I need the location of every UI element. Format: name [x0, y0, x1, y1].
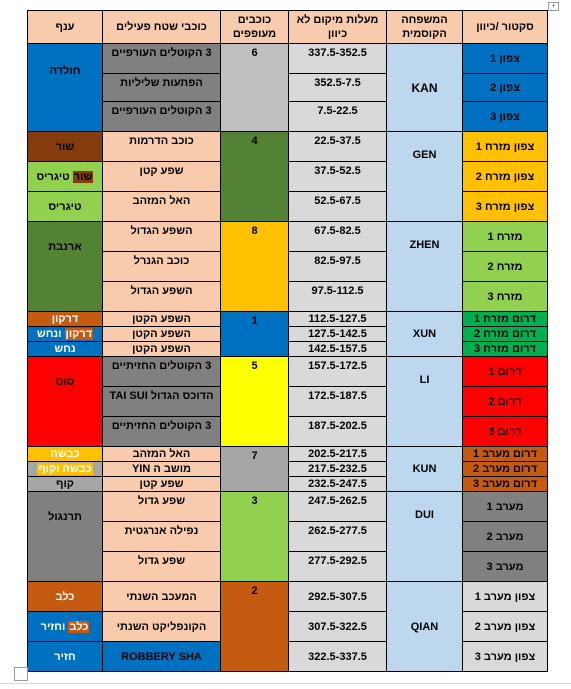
table-row: [28, 492, 548, 522]
branch-label-snake: ונחש: [36, 328, 62, 340]
degrees-cell: 337.5-352.5: [289, 44, 387, 74]
active-star-cell: שפע קטן: [103, 477, 221, 492]
sector-cell: דרום מערב 3: [463, 477, 548, 492]
branch-label: חולדה: [49, 65, 81, 77]
active-star-cell: השפע הקטן: [103, 327, 221, 342]
table-row: [28, 312, 548, 327]
active-star-cell: 3 הקוטלים העורפיים: [103, 102, 221, 132]
sector-cell: מערב 3: [463, 552, 548, 582]
degrees-cell: 52.5-67.5: [289, 192, 387, 222]
active-star-cell: כוכב הגנרל: [103, 252, 221, 282]
header-active-stars: כוכבי שטח פעילים: [103, 11, 221, 44]
header-branch: ענף: [28, 11, 103, 44]
active-star-cell: 3 הקוטלים החזיתיים: [103, 357, 221, 387]
family-cell: [387, 222, 463, 312]
sector-cell: צפון 2: [463, 74, 548, 102]
degrees-cell: 37.5-52.5: [289, 162, 387, 192]
header-degrees: מעלות מיקום לא כיוון: [289, 11, 387, 44]
active-star-cell: השפע הקטן: [103, 312, 221, 327]
flying-star-cell: 3: [221, 492, 289, 582]
branch-label-tiger: טיגריס: [36, 170, 70, 183]
branch-label: תרנגול: [48, 511, 82, 523]
branch-cell: כלב: [28, 582, 103, 612]
active-star-cell: 3 הקוטלים החזיתיים: [103, 417, 221, 447]
degrees-cell: 232.5-247.5: [289, 477, 387, 492]
sector-cell: דרום 1: [463, 357, 548, 387]
active-star-cell: שפע גדול: [103, 552, 221, 582]
table-row: [28, 357, 548, 387]
branch-cell: [28, 492, 103, 582]
table-resize-handle-icon[interactable]: [14, 667, 28, 681]
branch-cell: נחש: [28, 342, 103, 357]
degrees-cell: 97.5-112.5: [289, 282, 387, 312]
sector-cell: צפון מזרח 2: [463, 162, 548, 192]
active-star-cell: השפע הגדול: [103, 222, 221, 252]
degrees-cell: 112.5-127.5: [289, 312, 387, 327]
branch-cell: כבשה: [28, 447, 103, 462]
sector-cell: מזרח 2: [463, 252, 548, 282]
branch-label-dog: כלב: [69, 620, 89, 633]
sector-cell: דרום 2: [463, 387, 548, 417]
degrees-cell: 322.5-337.5: [289, 642, 387, 672]
degrees-cell: 22.5-37.5: [289, 132, 387, 162]
degrees-cell: 187.5-202.5: [289, 417, 387, 447]
sector-cell: דרום מזרח 2: [463, 327, 548, 342]
degrees-cell: 127.5-142.5: [289, 327, 387, 342]
degrees-cell: 67.5-82.5: [289, 222, 387, 252]
flying-star-cell: 1: [221, 312, 289, 357]
family-cell: [387, 357, 463, 447]
branch-label: ארנבת: [48, 241, 82, 253]
active-star-cell: נפילה אנרגטית: [103, 522, 221, 552]
active-star-cell: מושב ה YIN: [103, 462, 221, 477]
header-sector: סקטור /כיוון: [463, 11, 548, 44]
sector-cell: צפון 1: [463, 44, 548, 74]
branch-cell: דרקון: [28, 312, 103, 327]
branch-label: סוס: [55, 376, 75, 388]
active-star-cell: ROBBERY SHA: [103, 642, 221, 672]
family-cell: KAN: [387, 44, 463, 132]
active-star-cell: 3 הקוטלים העורפיים: [103, 44, 221, 74]
table-row: [28, 44, 548, 74]
branch-cell: [28, 162, 103, 192]
flying-star-cell: 2: [221, 582, 289, 672]
branch-cell: [28, 327, 103, 342]
flying-star-cell: 4: [221, 132, 289, 222]
degrees-cell: 172.5-187.5: [289, 387, 387, 417]
branch-cell: [28, 44, 103, 132]
flying-star-cell: 6: [221, 44, 289, 132]
branch-cell: טיגריס: [28, 192, 103, 222]
branch-cell: שור: [28, 132, 103, 162]
sector-cell: דרום מזרח 1: [463, 312, 548, 327]
sector-cell: צפון מזרח 1: [463, 132, 548, 162]
family-label: LI: [419, 374, 430, 386]
branch-cell: חזיר: [28, 642, 103, 672]
active-star-cell: הדוכס הגדול TAI SUI: [103, 387, 221, 417]
active-star-cell: השפע הגדול: [103, 282, 221, 312]
flying-star-cell: 8: [221, 222, 289, 312]
sector-cell: צפון מערב 2: [463, 612, 548, 642]
branch-cell: [28, 222, 103, 312]
degrees-cell: 202.5-217.5: [289, 447, 387, 462]
family-label: DUI: [415, 509, 434, 521]
table-row: [28, 447, 548, 462]
degrees-cell: 142.5-157.5: [289, 342, 387, 357]
family-cell: [387, 132, 463, 222]
header-flying-stars: כוכבים מעופפים: [221, 11, 289, 44]
sector-cell: דרום מערב 1: [463, 447, 548, 462]
family-cell: XUN: [387, 312, 463, 357]
degrees-cell: 82.5-97.5: [289, 252, 387, 282]
table-move-handle-icon[interactable]: +: [548, 2, 559, 11]
active-star-cell: שפע קטן: [103, 162, 221, 192]
degrees-cell: 217.5-232.5: [289, 462, 387, 477]
feng-shui-sectors-table: [27, 10, 548, 672]
branch-label-dragon: דרקון: [65, 328, 93, 340]
page-bottom-divider: [0, 683, 571, 684]
sector-cell: צפון מזרח 3: [463, 192, 548, 222]
family-cell: [387, 492, 463, 582]
active-star-cell: כוכב הדרמות: [103, 132, 221, 162]
sector-cell: דרום מזרח 3: [463, 342, 548, 357]
active-star-cell: הפתעות שליליות: [103, 74, 221, 102]
active-star-cell: השפע הקטן: [103, 342, 221, 357]
active-star-cell: הקונפליקט השנתי: [103, 612, 221, 642]
family-cell: KUN: [387, 447, 463, 492]
sector-cell: מערב 2: [463, 522, 548, 552]
sector-cell: דרום מערב 2: [463, 462, 548, 477]
branch-cell: [28, 462, 103, 477]
sector-cell: מזרח 1: [463, 222, 548, 252]
sector-cell: צפון 3: [463, 102, 548, 132]
branch-label: כבשה וקוף: [38, 463, 92, 475]
degrees-cell: 157.5-172.5: [289, 357, 387, 387]
family-label: ZHEN: [409, 239, 440, 251]
sector-cell: דרום 3: [463, 417, 548, 447]
degrees-cell: 292.5-307.5: [289, 582, 387, 612]
active-star-cell: שפע גדול: [103, 492, 221, 522]
header-row: [28, 11, 548, 44]
table-row: [28, 222, 548, 252]
sector-cell: מזרח 3: [463, 282, 548, 312]
degrees-cell: 262.5-277.5: [289, 522, 387, 552]
active-star-cell: המעכב השנתי: [103, 582, 221, 612]
table-row: [28, 582, 548, 612]
flying-star-cell: 7: [221, 447, 289, 492]
branch-cell: קוף: [28, 477, 103, 492]
branch-label-ox: שור: [73, 170, 93, 183]
header-family: המשפחה הקוסמית: [387, 11, 463, 44]
degrees-cell: 7.5-22.5: [289, 102, 387, 132]
degrees-cell: 307.5-322.5: [289, 612, 387, 642]
active-star-cell: האל המזהב: [103, 192, 221, 222]
sector-cell: צפון מערב 1: [463, 582, 548, 612]
family-label: GEN: [412, 149, 437, 161]
branch-label-pig: וחזיר: [40, 620, 66, 633]
flying-star-cell: 5: [221, 357, 289, 447]
degrees-cell: 352.5-7.5: [289, 74, 387, 102]
branch-cell: [28, 612, 103, 642]
sector-cell: מערב 1: [463, 492, 548, 522]
degrees-cell: 247.5-262.5: [289, 492, 387, 522]
table-row: [28, 132, 548, 162]
active-star-cell: האל המזהב: [103, 447, 221, 462]
branch-cell: [28, 357, 103, 447]
degrees-cell: 277.5-292.5: [289, 552, 387, 582]
sector-cell: צפון מערב 3: [463, 642, 548, 672]
family-cell: QIAN: [387, 582, 463, 672]
